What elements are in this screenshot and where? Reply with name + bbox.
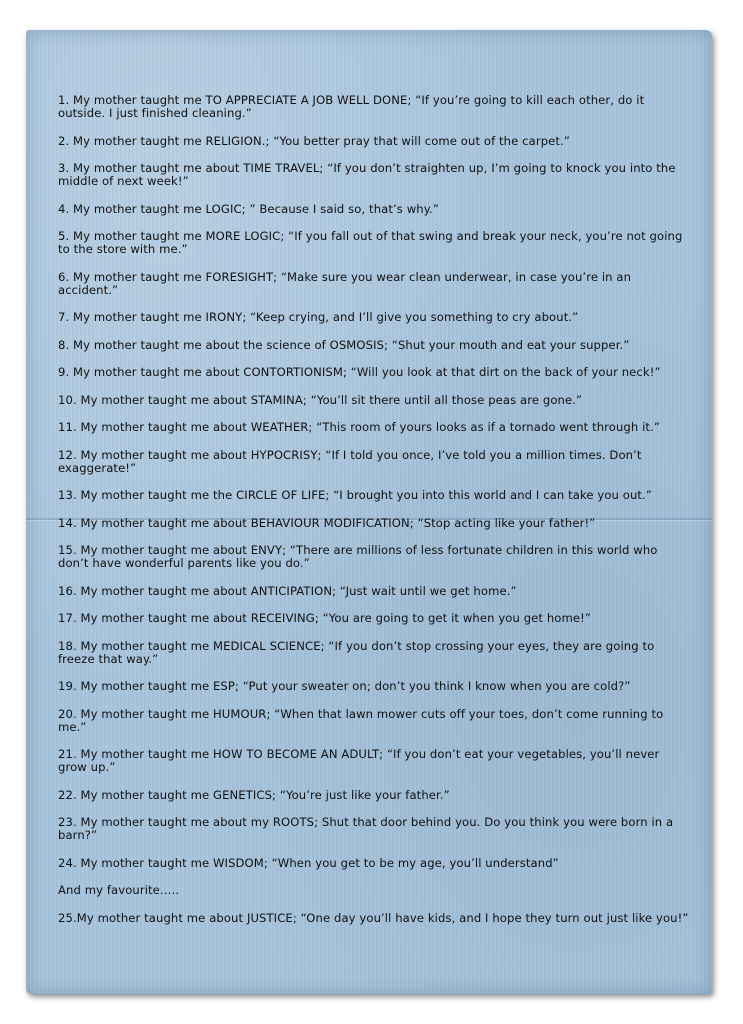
list-item: 3. My mother taught me about TIME TRAVEL; “If you don’t straighten up, I’m going to knock you into the middle of next week!” — [58, 161, 676, 188]
list-item: 11. My mother taught me about WEATHER; “This room of yours looks as if a tornado went through it.” — [58, 420, 660, 434]
list-item: 22. My mother taught me GENETICS; “You’re just like your father.” — [58, 787, 450, 802]
list-item: 1. My mother taught me TO APPRECIATE A JOB WELL DONE; “If you’re going to kill each other, do it outside. I just finished cleaning.” — [58, 93, 645, 120]
list-item: 24. My mother taught me WISDOM; “When you get to be my age, you’ll understand” — [58, 855, 559, 870]
list-item: 18. My mother taught me MEDICAL SCIENCE; “If you don’t stop crossing your eyes, they are going to freeze that way.” — [58, 638, 655, 666]
favourite-intro: And my favourite….. — [58, 883, 180, 897]
list-item: 25.My mother taught me about JUSTICE; “One day you’ll have kids, and I hope they turn out just like you!” — [58, 910, 689, 925]
list-item: 19. My mother taught me ESP; “Put your sweater on; don’t you think I know when you are cold?” — [58, 679, 631, 693]
list-item: 6. My mother taught me FORESIGHT; “Make sure you wear clean underwear, in case you’re in an accident.” — [58, 269, 632, 297]
list-item: 2. My mother taught me RELIGION.; “You better pray that will come out of the carpet.” — [58, 133, 570, 148]
list-item: 15. My mother taught me about ENVY; “There are millions of less fortunate children in this world who don’t have wonderful parents like you do.” — [58, 543, 658, 570]
list-item: 8. My mother taught me about the science of OSMOSIS; “Shut your mouth and eat your supper.” — [58, 337, 630, 352]
list-item: 16. My mother taught me about ANTICIPATION; “Just wait until we get home.” — [58, 583, 517, 598]
list-item: 9. My mother taught me about CONTORTIONISM; “Will you look at that dirt on the back of your neck!” — [58, 365, 661, 379]
list-item: 12. My mother taught me about HYPOCRISY; “If I told you once, I’ve told you a million times. Don’t exaggerate!” — [58, 447, 642, 475]
list-item: 14. My mother taught me about BEHAVIOUR MODIFICATION; “Stop acting like your father!” — [58, 515, 596, 530]
list-item: 23. My mother taught me about my ROOTS; Shut that door behind you. Do you think you were born in a barn?” — [58, 815, 674, 842]
list-item: 20. My mother taught me HUMOUR; “When that lawn mower cuts off your toes, don’t come running to me.” — [58, 706, 664, 734]
lessons-list — [58, 94, 690, 939]
list-item: 5. My mother taught me MORE LOGIC; “If you fall out of that swing and break your neck, you’re not going to the store with me.” — [58, 229, 683, 256]
list-item: 10. My mother taught me about STAMINA; “You’ll sit there until all those peas are gone.” — [58, 392, 583, 407]
list-item: 17. My mother taught me about RECEIVING; “You are going to get it when you get home!” — [58, 611, 591, 625]
paper-sheet — [26, 30, 712, 994]
list-item: 4. My mother taught me LOGIC; ” Because I said so, that’s why.” — [58, 201, 439, 216]
list-item: 21. My mother taught me HOW TO BECOME AN ADULT; “If you don’t eat your vegetables, you’ll never grow up.” — [58, 747, 660, 774]
list-item: 13. My mother taught me the CIRCLE OF LIFE; “I brought you into this world and I can take you out.” — [58, 488, 652, 502]
list-item: 7. My mother taught me IRONY; “Keep crying, and I’ll give you something to cry about.” — [58, 310, 579, 324]
